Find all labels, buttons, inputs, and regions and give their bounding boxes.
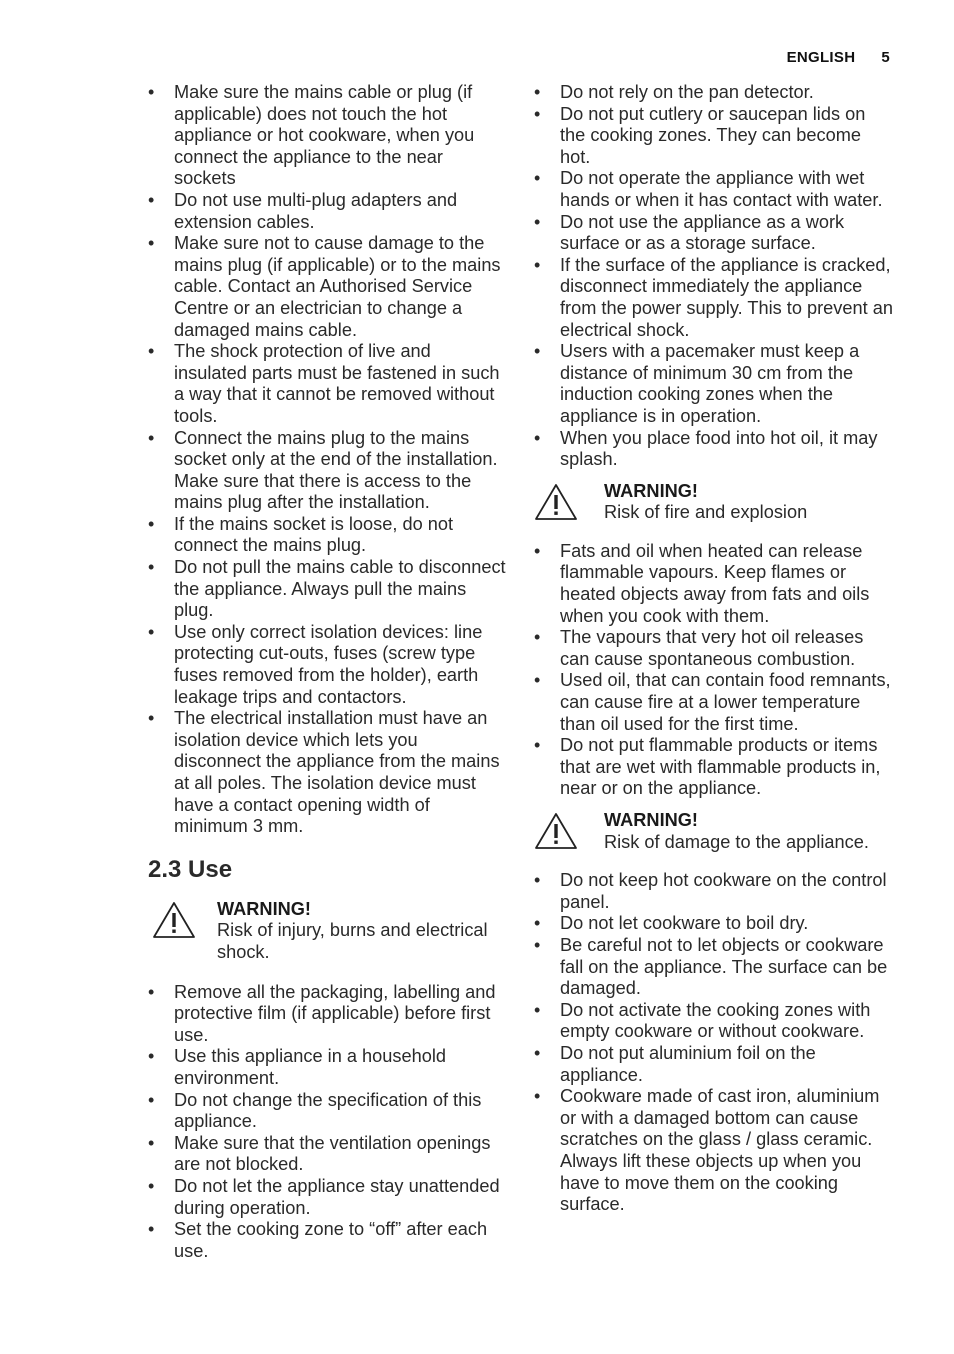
warning-text-block — [604, 481, 807, 524]
list-item: • The shock protection of live and insulated parts must be fastened in such a way that it cannot be removed without tools. — [148, 341, 508, 427]
list-item: • The vapours that very hot oil releases can cause spontaneous combustion. — [534, 627, 894, 670]
list-item: • Make sure that the ventilation openings are not blocked. — [148, 1133, 508, 1176]
warning-title: WARNING! — [217, 898, 311, 919]
list-item: • Do not pull the mains cable to disconnect the appliance. Always pull the mains plug. — [148, 557, 508, 622]
list-item: • Used oil, that can contain food remnants, can cause fire at a lower temperature than oil used for the first time. — [534, 670, 894, 735]
list-item: • Remove all the packaging, labelling and protective film (if applicable) before first use. — [148, 982, 508, 1047]
list-item: • If the surface of the appliance is cracked, disconnect immediately the appliance from the power supply. This to prevent an electrical shock. — [534, 255, 894, 341]
list-item: • Do not change the specification of this appliance. — [148, 1090, 508, 1133]
list-item: • Do not put cutlery or saucepan lids on the cooking zones. They can become hot. — [534, 104, 894, 169]
warning-title: WARNING! — [604, 480, 698, 501]
bullet-list-use — [148, 982, 508, 1263]
bullet-list-damage — [534, 870, 894, 1216]
list-item: • Set the cooking zone to “off” after each use. — [148, 1219, 508, 1262]
list-item: • Be careful not to let objects or cookware fall on the appliance. The surface can be damaged. — [534, 935, 894, 1000]
list-item: • Do not operate the appliance with wet hands or when it has contact with water. — [534, 168, 894, 211]
list-item: • Make sure not to cause damage to the mains plug (if applicable) or to the mains cable. Contact an Authorised Service Centre or an electrician to change a damaged mains cable. — [148, 233, 508, 341]
bullet-list-fire — [534, 541, 894, 800]
list-item: • When you place food into hot oil, it may splash. — [534, 428, 894, 471]
warning-box-injury — [148, 899, 508, 964]
warning-text-block — [217, 899, 508, 964]
section-number: 2.3 — [148, 855, 182, 883]
warning-box-fire — [534, 481, 894, 524]
list-item: • Users with a pacemaker must keep a distance of minimum 30 cm from the induction cooking zones when the appliance is in operation. — [534, 341, 894, 427]
list-item: • Do not let the appliance stay unattended during operation. — [148, 1176, 508, 1219]
warning-description: Risk of injury, burns and electrical shock. — [217, 920, 488, 962]
warning-description: Risk of damage to the appliance. — [604, 831, 869, 852]
page-header — [787, 49, 890, 66]
warning-triangle-icon — [534, 483, 578, 521]
header-language: ENGLISH — [786, 49, 856, 66]
page-number: 5 — [881, 49, 890, 66]
list-item: • Do not activate the cooking zones with empty cookware or without cookware. — [534, 1000, 894, 1043]
warning-description: Risk of fire and explosion — [604, 502, 808, 523]
section-title: Use — [188, 855, 233, 883]
list-item: • Do not use multi-plug adapters and extension cables. — [148, 190, 508, 233]
bullet-list-electrical — [148, 82, 508, 838]
list-item: • Cookware made of cast iron, aluminium or with a damaged bottom can cause scratches on the glass / glass ceramic. Always lift these objects up when you have to move them on the cooking surface. — [534, 1086, 894, 1216]
right-column — [534, 82, 894, 1216]
left-column — [148, 82, 508, 1262]
list-item: • Do not let cookware to boil dry. — [534, 913, 894, 935]
warning-triangle-icon — [152, 901, 196, 939]
list-item: • Do not use the appliance as a work surface or as a storage surface. — [534, 212, 894, 255]
section-heading — [148, 855, 508, 885]
warning-title: WARNING! — [604, 810, 698, 830]
list-item: • Do not keep hot cookware on the control panel. — [534, 870, 894, 913]
list-item: • Connect the mains plug to the mains socket only at the end of the installation. Make sure that there is access to the mains plug after the installation. — [148, 428, 508, 514]
list-item: • Use only correct isolation devices: line protecting cut-outs, fuses (screw type fuses removed from the holder), earth leakage trips and contactors. — [148, 622, 508, 708]
list-item: • Do not put flammable products or items that are wet with flammable products in, near or on the appliance. — [534, 735, 894, 800]
bullet-list-general-use — [534, 82, 894, 471]
list-item: • If the mains socket is loose, do not connect the mains plug. — [148, 514, 508, 557]
warning-text-block — [604, 810, 869, 853]
list-item: • Make sure the mains cable or plug (if applicable) does not touch the hot appliance or hot cookware, when you connect the appliance to the near sockets — [148, 82, 508, 190]
list-item: • Use this appliance in a household environment. — [148, 1046, 508, 1089]
list-item: • Do not rely on the pan detector. — [534, 82, 894, 104]
warning-box-damage — [534, 810, 894, 853]
list-item: • Fats and oil when heated can release flammable vapours. Keep flames or heated objects away from fats and oils when you cook with them. — [534, 541, 894, 627]
list-item: • The electrical installation must have an isolation device which lets you disconnect the appliance from the mains at all poles. The isolation device must have a contact opening width of minimum 3 mm. — [148, 708, 508, 838]
list-item: • Do not put aluminium foil on the appliance. — [534, 1043, 894, 1086]
warning-triangle-icon — [534, 812, 578, 850]
